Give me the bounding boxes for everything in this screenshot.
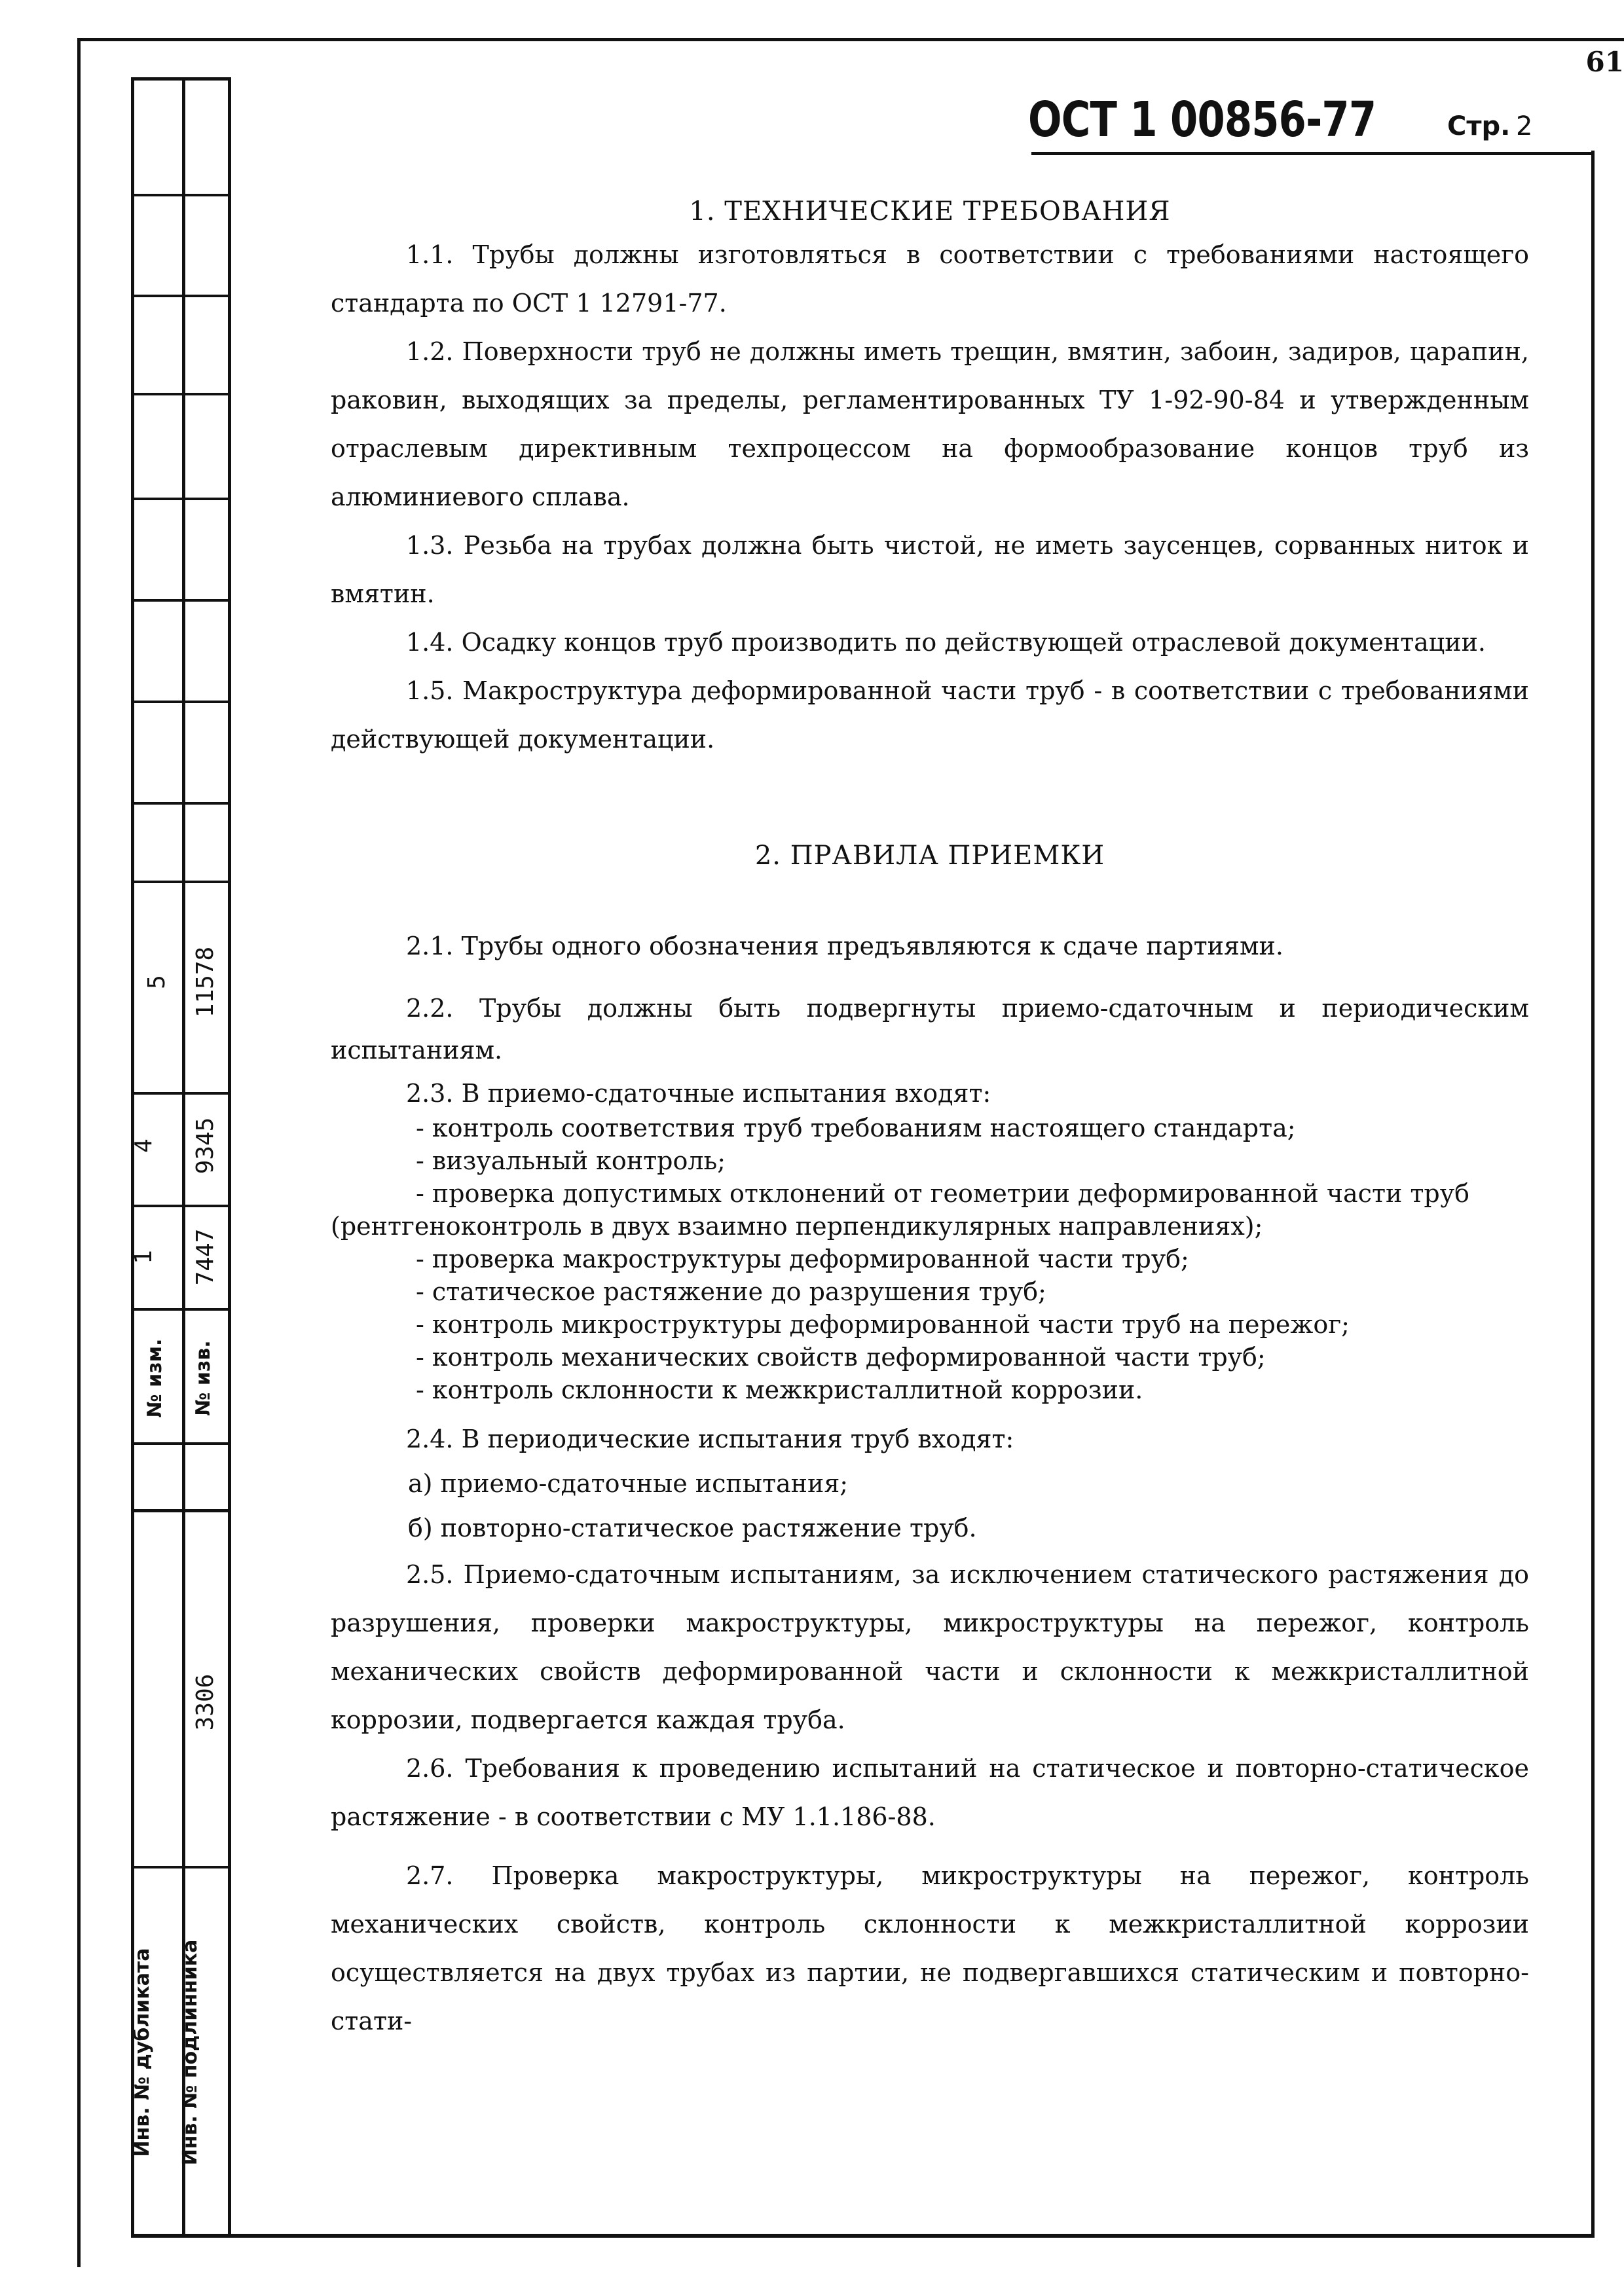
paragraph-2-4-intro: 2.4. В периодические испытания труб входят:: [406, 1425, 1014, 1453]
paragraph-2-6: 2.6. Требования к проведению испытаний на статическое и повторно-статическое растяжение - в соответствии с МУ 1.1.186-88.: [331, 1754, 1529, 1831]
page-number: 2: [1516, 111, 1533, 141]
paragraph-2-1: 2.1. Трубы одного обозначения предъявляются к сдаче партиями.: [406, 932, 1283, 960]
list-item: - контроль механических свойств деформированной части труб;: [416, 1343, 1266, 1372]
list-item: - визуальный контроль;: [416, 1146, 726, 1175]
acceptance-tests-list: [331, 1112, 1529, 1406]
list-item: - проверка допустимых отклонений от геометрии деформированной части труб (рентгеноконтроль в двух взаимно перпендикулярных направлениях);: [331, 1179, 1469, 1241]
change-number-5: 5: [143, 975, 170, 989]
paragraph-1-2: 1.2. Поверхности труб не должны иметь трещин, вмятин, забоин, задиров, царапин, раковин, выходящих за пределы, регламентированных ТУ 1-92-90-84 и утвержденным отраслевым директивным техпроцессом на формообразование концов труб из алюминиевого сплава.: [331, 337, 1529, 511]
page-label: Стр.: [1447, 111, 1511, 141]
section-1-title: 1. ТЕХНИЧЕСКИЕ ТРЕБОВАНИЯ: [689, 196, 1171, 227]
paragraph-2-3-intro: 2.3. В приемо-сдаточные испытания входят:: [406, 1079, 991, 1108]
duplicate-inventory-label: Инв. № дубликата: [131, 1948, 154, 2157]
paragraph-1-4: 1.4. Осадку концов труб производить по действующей отраслевой документации.: [406, 628, 1486, 657]
document-code: ОСТ 1 00856-77: [1028, 92, 1376, 148]
paragraph-1-5: 1.5. Макроструктура деформированной части труб - в соответствии с требованиями действующей документации.: [331, 676, 1529, 754]
list-item: - контроль склонности к межкристаллитной коррозии.: [416, 1376, 1143, 1404]
change-number-4: 4: [130, 1139, 157, 1153]
list-item: - проверка макроструктуры деформированной части труб;: [416, 1245, 1189, 1273]
change-number-label: № изм.: [143, 1338, 166, 1418]
section-2-title: 2. ПРАВИЛА ПРИЕМКИ: [754, 841, 1105, 871]
list-item: - статическое растяжение до разрушения труб;: [416, 1277, 1046, 1306]
paragraph-2-7: 2.7. Проверка макроструктуры, микроструктуры на пережог, контроль механических свойств, контроль склонности к межкристаллитной коррозии осуществляется на двух трубах из партии, не подвергавшихся статическим и повторно-стати-: [331, 1861, 1529, 2035]
corner-page-number: 61: [1585, 46, 1624, 78]
change-doc-9345: 9345: [192, 1117, 219, 1175]
paragraph-2-2: 2.2. Трубы должны быть подвергнуты приемо-сдаточным и периодическим испытаниям.: [331, 994, 1529, 1065]
change-number-1: 1: [130, 1250, 157, 1264]
paragraph-2-5: 2.5. Приемо-сдаточным испытаниям, за исключением статического растяжения до разрушения, проверки макроструктуры, микроструктуры на пережог, контроль механических свойств деформированной части и склонности к межкристаллитной коррозии, подвергается каждая труба.: [331, 1560, 1529, 1734]
change-doc-7447: 7447: [192, 1228, 219, 1286]
change-doc-label: № изв.: [192, 1340, 215, 1416]
document-body: [331, 196, 1529, 2045]
list-item: - контроль соответствия труб требованиям настоящего стандарта;: [416, 1114, 1296, 1142]
original-inventory-label: Инв. № подлинника: [179, 1939, 202, 2166]
header-rule: [1031, 152, 1591, 155]
list-item: - контроль микроструктуры деформированной части труб на пережог;: [416, 1310, 1350, 1339]
paragraph-1-1: 1.1. Трубы должны изготовляться в соответствии с требованиями настоящего стандарта по ОСТ 1 12791-77.: [331, 240, 1529, 318]
list-item: б) повторно-статическое растяжение труб.: [408, 1514, 977, 1542]
original-inventory-number: 3306: [192, 1673, 219, 1731]
paragraph-1-3: 1.3. Резьба на трубах должна быть чистой, не иметь заусенцев, сорванных ниток и вмятин.: [331, 531, 1529, 608]
list-item: а) приемо-сдаточные испытания;: [408, 1469, 849, 1498]
change-doc-11578: 11578: [192, 946, 219, 1018]
